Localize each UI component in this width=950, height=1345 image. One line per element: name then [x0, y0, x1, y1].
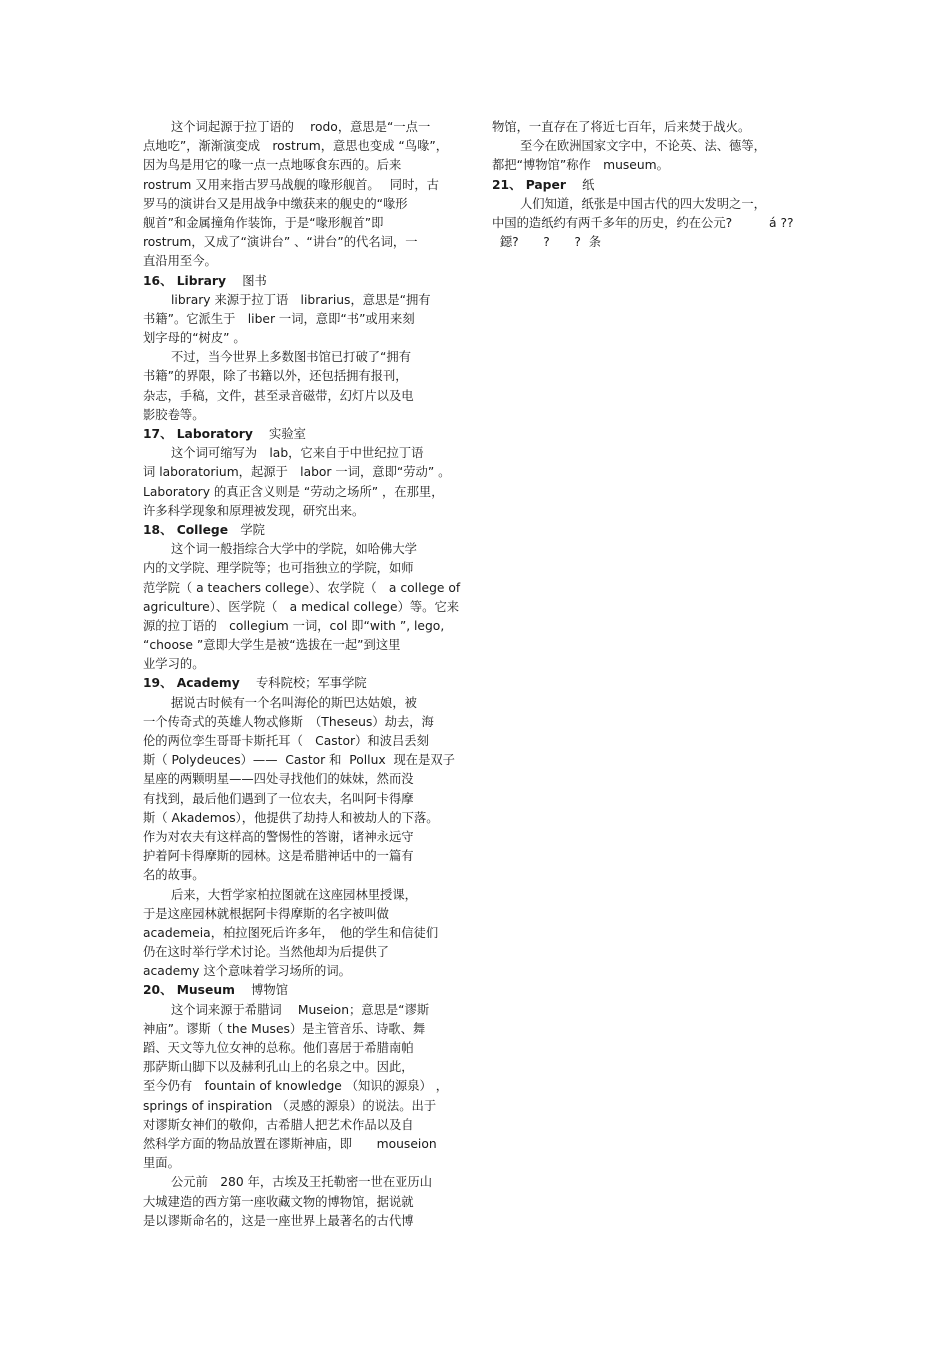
- heading-term: 20、 Museum: [143, 983, 235, 998]
- heading-translation: 实验室: [252, 427, 306, 441]
- paragraph-line: 里面。: [143, 1156, 180, 1171]
- paragraph-line: 对谬斯女神们的敬仰，古希腊人把艺术作品以及自: [143, 1117, 414, 1132]
- section-heading: [143, 425, 461, 444]
- paragraph-line: 后来，大哲学家柏拉图就在这座园林里授课，: [171, 887, 417, 902]
- paragraph-line: 斯（ Polydeuces）—— Castor 和 Pollux 现在是双子: [143, 753, 455, 768]
- paragraph-line: academeia，柏拉图死后许多年， 他的学生和信徒们: [143, 925, 439, 940]
- paragraph-line: 业学习的。: [143, 657, 205, 672]
- paragraph-line: 源的拉丁语的 collegium 一词，col 即“with ”, lego,: [143, 618, 445, 633]
- heading-translation: 纸: [565, 177, 595, 192]
- paragraph-line: 是以谬斯命名的，这是一座世界上最著名的古代博: [143, 1213, 414, 1228]
- heading-translation: 学院: [228, 522, 265, 537]
- paragraph-line: 一个传奇式的英雄人物忒修斯 （Theseus）劫去，海: [143, 714, 434, 729]
- paragraph-line: 罗马的演讲台又是用战争中缴获来的舰史的“喙形: [143, 196, 408, 211]
- heading-term: 17、 Laboratory: [143, 427, 253, 441]
- paragraph-line: 于是这座园林就根据阿卡得摩斯的名字被叫做: [143, 906, 389, 921]
- paragraph-line: 那萨斯山脚下以及赫利孔山上的名泉之中。因此，: [143, 1060, 414, 1075]
- paragraph-line: “choose ”意即大学生是被“选拔在一起”到这里: [143, 638, 401, 653]
- paragraph-line: 这个词可缩写为 lab，它来自于中世纪拉丁语: [171, 446, 424, 461]
- paragraph-line: rostrum 又用来指古罗马战舰的喙形舰首。 同时，古: [143, 177, 439, 192]
- right-column: [492, 118, 808, 252]
- paragraph-line: 蹈、天文等九位女神的总称。他们喜居于希腊南帕: [143, 1041, 414, 1055]
- paragraph-line: rostrum，又成了“演讲台” 、“讲台”的代名词，一: [143, 235, 418, 250]
- paragraph-line: 至今在欧洲国家文字中，不论英、法、德等，: [520, 139, 766, 154]
- paragraph-line: 伦的两位孪生哥哥卡斯托耳（ Castor）和波吕丢刻: [143, 734, 429, 748]
- section-heading: [492, 176, 808, 195]
- paragraph-line: 这个词来源于希腊词 Museion；意思是“谬斯: [171, 1002, 430, 1017]
- paragraph-line: 舰首”和金属撞角作装饰，于是“喙形舰首”即: [143, 215, 384, 230]
- left-column: [143, 118, 461, 1231]
- paragraph-line: 这个词一般指综合大学中的学院，如哈佛大学: [171, 542, 417, 557]
- section-heading: [143, 674, 461, 693]
- paragraph-line: library 来源于拉丁语 librarius，意思是“拥有: [171, 292, 431, 307]
- section-heading: [143, 521, 461, 540]
- heading-translation: 博物馆: [234, 983, 289, 998]
- paragraph-line: 星座的两颗明星——四处寻找他们的妹妹，然而没: [143, 772, 414, 787]
- paragraph-line: 许多科学现象和原理被发现，研究出来。: [143, 503, 365, 518]
- paragraph-line: 护着阿卡得摩斯的园林。这是希腊神话中的一篇有: [143, 849, 414, 864]
- paragraph-line: 书籍”。它派生于 liber 一词，意即“书”或用来刻: [143, 311, 415, 326]
- paragraph-line: 斯（ Akademos），他提供了劫持人和被劫人的下落。: [143, 810, 439, 825]
- paragraph-line: 然科学方面的物品放置在谬斯神庙，即 mouseion: [143, 1136, 437, 1151]
- paragraph-line: 中国的造纸约有两千多年的历史，约在公元? á ??: [492, 215, 794, 230]
- heading-translation: 专科院校；军事学院: [239, 676, 367, 691]
- paragraph-line: 词 laboratorium，起源于 labor 一词，意即“劳动” 。: [143, 465, 451, 480]
- heading-translation: 图书: [226, 273, 267, 288]
- paragraph-line: springs of inspiration （灵感的源泉）的说法。出于: [143, 1098, 437, 1113]
- paragraph-line: 神庙”。谬斯（ the Muses）是主管音乐、诗歌、舞: [143, 1021, 426, 1036]
- paragraph-line: 书籍”的界限，除了书籍以外，还包括拥有报刊，: [143, 369, 408, 384]
- paragraph-line: 大城建造的西方第一座收藏文物的博物馆，据说就: [143, 1194, 414, 1209]
- paragraph-line: 据说古时候有一个名叫海伦的斯巴达姑娘，被: [171, 695, 417, 710]
- paragraph-line: 人们知道，纸张是中国古代的四大发明之一，: [520, 196, 766, 211]
- paragraph-line: 点地吃”，渐渐演变成 rostrum，意思也变成 “鸟喙”，: [143, 139, 449, 154]
- section-heading: [143, 272, 461, 291]
- paragraph-line: 名的故事。: [143, 868, 205, 883]
- paragraph-line: academy 这个意味着学习场所的词。: [143, 964, 351, 979]
- paragraph-line: 仍在这时举行学术讨论。当然他却为后提供了: [143, 945, 389, 960]
- section-heading: [143, 981, 461, 1000]
- heading-term: 19、 Academy: [143, 676, 240, 691]
- paragraph-line: 都把“博物馆”称作 museum。: [492, 158, 669, 173]
- paragraph-line: 有找到，最后他们遇到了一位农夫，名叫阿卡得摩: [143, 791, 414, 806]
- paragraph-line: Laboratory 的真正含义则是 “劳动之场所” ，在那里，: [143, 484, 444, 499]
- heading-term: 18、 College: [143, 522, 229, 537]
- heading-term: 21、 Paper: [492, 177, 566, 192]
- paragraph-line: 物馆，一直存在了将近七百年，后来焚于战火。: [492, 120, 751, 134]
- paragraph-line: agriculture）、医学院（ a medical college）等。它来: [143, 599, 460, 614]
- paragraph-line: 杂志，手稿，文件，甚至录音磁带，幻灯片以及电: [143, 388, 414, 403]
- paragraph-line: 至今仍有 fountain of knowledge （知识的源泉） ，: [143, 1079, 449, 1094]
- paragraph-line: 内的文学院、理学院等；也可指独立的学院，如师: [143, 561, 414, 576]
- paragraph-line: 划字母的“树皮” 。: [143, 331, 246, 346]
- heading-term: 16、 Library: [143, 273, 226, 288]
- paragraph-line: 公元前 280 年，古埃及王托勒密一世在亚历山: [171, 1175, 433, 1190]
- paragraph-line: 这个词起源于拉丁语的 rodo，意思是“一点一: [171, 120, 431, 134]
- paragraph-line: 范学院（ a teachers college）、农学院（ a college of: [143, 580, 461, 595]
- paragraph-line: 鐚? ? ? 条: [492, 235, 601, 250]
- paragraph-line: 不过，当今世界上多数图书馆已打破了“拥有: [171, 350, 412, 365]
- paragraph-line: 直沿用至今。: [143, 254, 217, 269]
- paragraph-line: 作为对农夫有这样高的警惕性的答谢，诸神永远守: [143, 829, 414, 844]
- paragraph-line: 影胶卷等。: [143, 407, 205, 422]
- paragraph-line: 因为鸟是用它的喙一点一点地啄食东西的。后来: [143, 158, 402, 173]
